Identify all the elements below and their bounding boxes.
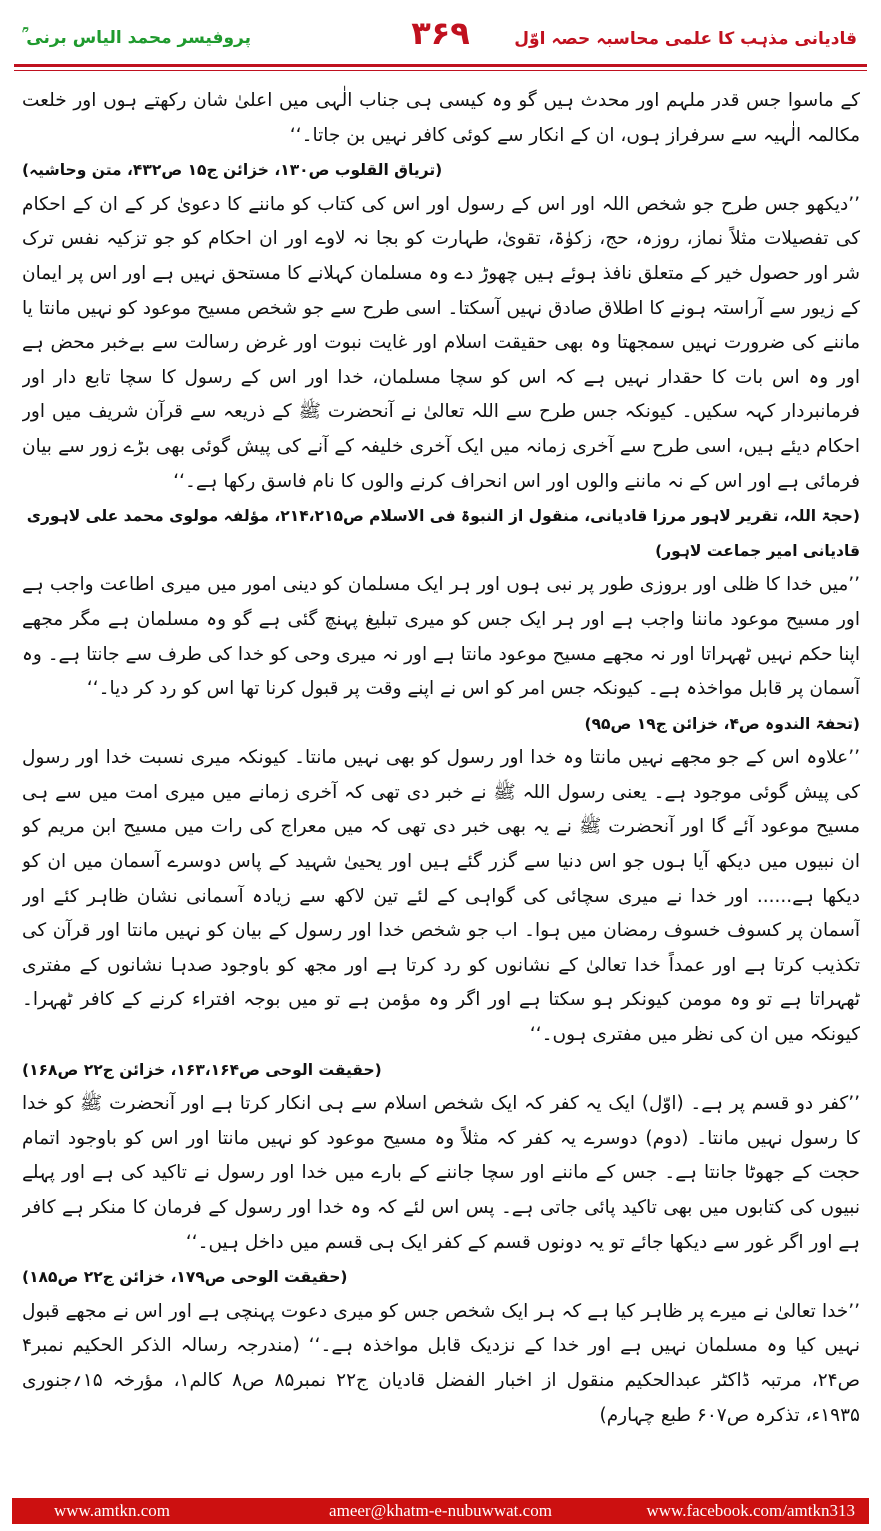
reference-citation: (حقیقت الوحی ص۱۶۳،۱۶۴، خزائن ج۲۲ ص۱۶۸) bbox=[22, 1060, 382, 1079]
reference-citation: (حقیقت الوحی ص۱۷۹، خزائن ج۲۲ ص۱۸۵) bbox=[22, 1268, 348, 1287]
page-footer bbox=[12, 1498, 869, 1524]
page-header bbox=[0, 0, 881, 72]
reference-citation: (تحفۃ الندوہ ص۴، خزائن ج۱۹ ص۹۵) bbox=[584, 714, 860, 733]
body-paragraph: ’’دیکھو جس طرح جو شخص اللہ اور اس کے رسول اور اس کی کتاب کو ماننے کا دعویٰ کر کے ان کے احکام کی تفصیلات مثلاً نماز، روزہ، حج، زکوٰۃ، تقویٰ، طہارت کو بجا نہ لاوے اور ان احکام کو جو تزکیہ نفس ترک شر اور حصول خیر کے متعلق نافذ ہوئے ہیں چھوڑ دے وہ مسلمان کہلانے کا مستحق نہیں ہے اور اس پر ایمان کے زیور سے آراستہ ہونے کا اطلاق صادق نہیں آسکتا۔ اسی طرح سے جو شخص مسیح موعود کو نہیں مانتا یا ماننے کی ضرورت نہیں سمجھتا وہ بھی حقیقت اسلام اور غایت نبوت اور غرض رسالت سے بےخبر محض ہے اور وہ اس بات کا حقدار نہیں ہے کہ اس کو سچا مسلمان، خدا اور اس کے رسول کا سچا تابع دار اور فرمانبردار کہہ سکیں۔ کیونکہ جس طرح سے اللہ تعالیٰ نے آنحضرت ﷺ کے ذریعہ سے قرآن شریف میں اور احکام دیئے ہیں، اسی طرح سے آخری زمانہ میں ایک آخری خلیفہ کے آنے کی پیش گوئی بھی بڑے زور سے بیان فرمائی ہے اور اس کے نہ ماننے والوں اور اس انحراف کرنے والوں کا نام فاسق رکھا ہے۔‘‘ bbox=[22, 193, 860, 492]
body-paragraph: کے ماسوا جس قدر ملہم اور محدث ہیں گو وہ کیسی ہی جناب الٰہی میں اعلیٰ شان رکھتے ہوں اور خلعت مکالمہ الٰہیہ سے سرفراز ہوں، ان کے انکار سے کوئی کافر نہیں بن جاتا۔‘‘ bbox=[22, 90, 860, 146]
reference-citation: (حجۃ اللہ، تقریر لاہور مرزا قادیانی، منقول از النبوۃ فی الاسلام ص۲۱۴،۲۱۵، مؤلفہ مولوی محمد علی لاہوری قادیانی امیر جماعت لاہور) bbox=[26, 507, 860, 560]
header-rule-thick bbox=[14, 64, 867, 67]
body-paragraph: ’’میں خدا کا ظلی اور بروزی طور پر نبی ہوں اور ہر ایک مسلمان کو دینی امور میں میری اطاعت واجب ہے اور مسیح موعود ماننا واجب ہے اور ہر ایک جس کو میری تبلیغ پہنچ گئی ہے گو وہ مسلمان ہے مگر مجھے اپنا حکم نہیں ٹھہراتا اور نہ مجھے مسیح موعود مانتا ہے اور نہ میری وحی کو خدا کی طرف سے جانتا ہے۔ وہ آسمان پر قابل مواخذہ ہے۔ کیونکہ جس امر کو اس نے اپنے وقت پر قبول کرنا تھا اس کو رد کر دیا۔‘‘ bbox=[22, 574, 860, 700]
page-number: ۳۶۹ bbox=[411, 14, 470, 52]
author-name: پروفیسر محمد الیاس برنی ؒ bbox=[22, 28, 252, 48]
header-rule-thin bbox=[14, 70, 867, 71]
page-body bbox=[22, 84, 860, 1464]
facebook-link[interactable]: www.facebook.com/amtkn313 bbox=[646, 1501, 855, 1520]
body-paragraph: ’’علاوہ اس کے جو مجھے نہیں مانتا وہ خدا اور رسول کو بھی نہیں مانتا۔ کیونکہ میری نسبت خدا اور رسول کی پیش گوئی موجود ہے۔ یعنی رسول اللہ ﷺ نے خبر دی تھی کہ آخری زمانے میں میری امت میں سے ہی مسیح موعود آئے گا اور آنحضرت ﷺ نے یہ بھی خبر دی تھی کہ میں معراج کی رات میں مسیح ابن مریم کو ان نبیوں میں دیکھ آیا ہوں جو اس دنیا سے گزر گئے ہیں اور یحییٰ شہید کے پاس دوسرے آسمان میں ان کو دیکھا ہے...... اور خدا نے میری سچائی کی گواہی کے لئے تین لاکھ سے زیادہ آسمانی نشان ظاہر کئے اور آسمان پر کسوف خسوف رمضان میں ہوا۔ اب جو شخص خدا اور رسول کے بیان کو نہیں مانتا اور قرآن کی تکذیب کرتا ہے اور عمداً خدا تعالیٰ کے نشانوں کو رد کرتا ہے اور مجھ کو باوجود صدہا نشانوں کے مفتری ٹھہراتا ہے تو وہ مومن کیونکر ہو سکتا ہے اور اگر وہ مؤمن ہے تو میں بوجہ افتراء کرنے کے کافر ٹھہرا۔ کیونکہ میں ان کی نظر میں مفتری ہوں۔‘‘ bbox=[22, 747, 860, 1046]
body-paragraph: ’’خدا تعالیٰ نے میرے پر ظاہر کیا ہے کہ ہر ایک شخص جس کو میری دعوت پہنچی ہے اور اس نے مجھے قبول نہیں کیا وہ مسلمان نہیں ہے اور خدا کے نزدیک قابل مواخذہ ہے۔‘‘ (مندرجہ رسالہ الذکر الحکیم نمبر۴ ص۲۴، مرتبہ ڈاکٹر عبدالحکیم منقول از اخبار الفضل قادیان ج۲۲ نمبر۸۵ ص۸ کالم۱، مؤرخہ ۱۵؍جنوری ۱۹۳۵ء، تذکرہ ص۶۰۷ طبع چہارم) bbox=[22, 1300, 860, 1426]
body-paragraph: ’’کفر دو قسم پر ہے۔ (اوّل) ایک یہ کفر کہ ایک شخص اسلام سے ہی انکار کرتا ہے اور آنحضرت ﷺ کو خدا کا رسول نہیں مانتا۔ (دوم) دوسرے یہ کفر کہ مثلاً وہ مسیح موعود کو نہیں مانتا اور اس کو باوجود اتمام حجت کے جھوٹا جانتا ہے۔ جس کے ماننے اور سچا جاننے کے بارے میں خدا اور رسول نے تاکید کی ہے اور پہلے نبیوں کی کتابوں میں بھی تاکید پائی جاتی ہے۔ پس اس لئے کہ وہ خدا اور رسول کے فرمان کا منکر ہے کافر ہے اور اگر غور سے دیکھا جائے تو یہ دونوں قسم کے کفر ایک ہی قسم میں داخل ہیں۔‘‘ bbox=[22, 1093, 860, 1253]
email-link[interactable]: ameer@khatm-e-nubuwwat.com bbox=[329, 1501, 552, 1520]
website-link[interactable]: www.amtkn.com bbox=[54, 1501, 170, 1520]
reference-citation: (تریاق القلوب ص۱۳۰، خزائن ج۱۵ ص۴۳۲، متن وحاشیہ) bbox=[22, 161, 443, 180]
book-title: قادیانی مذہب کا علمی محاسبہ حصہ اوّل bbox=[514, 29, 857, 49]
